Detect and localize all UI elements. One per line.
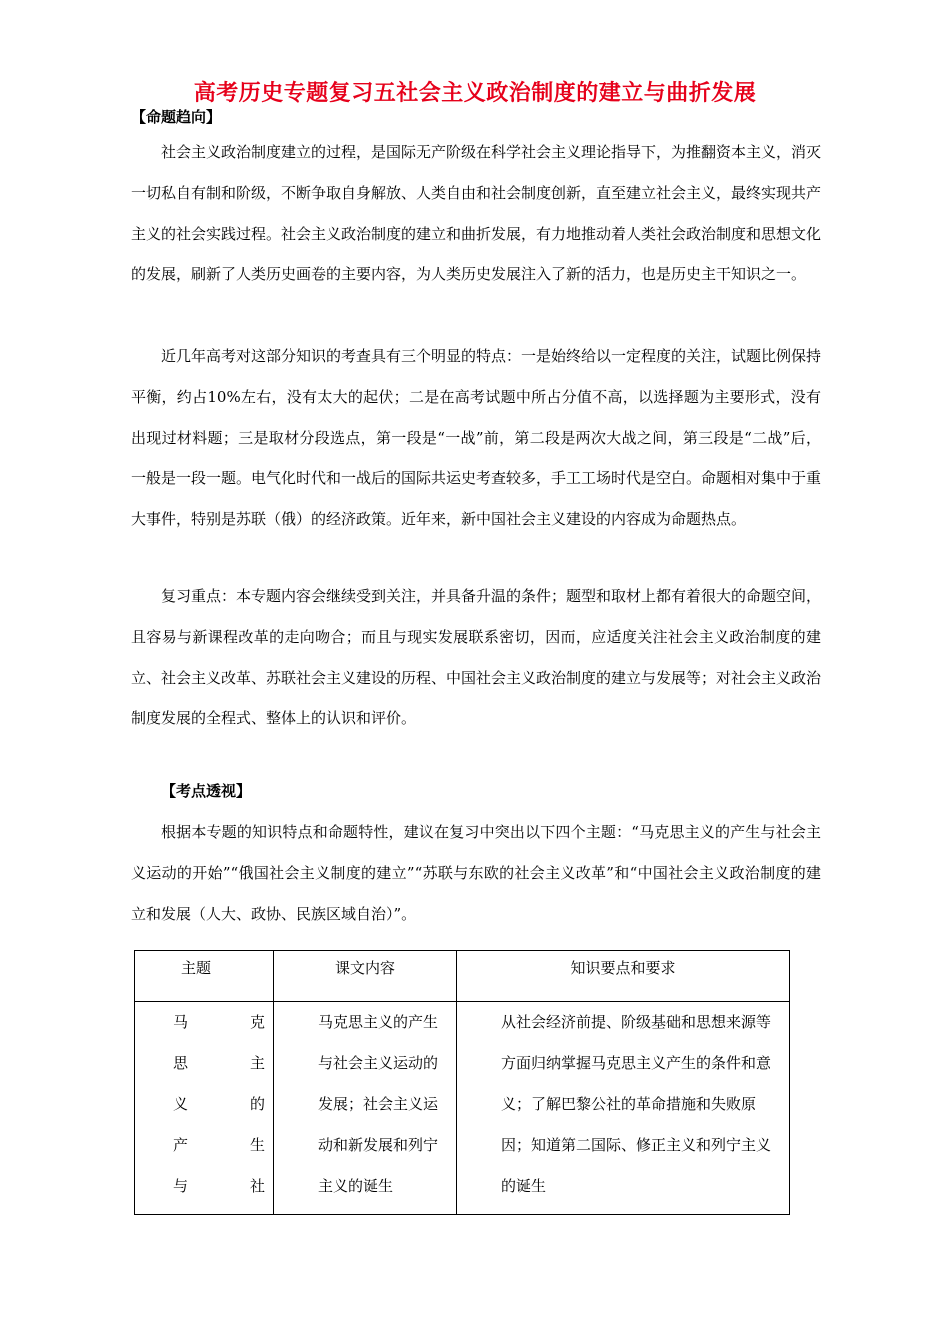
topic-line: 与 社 (173, 1177, 265, 1195)
requirement-line: 因；知道第二国际、修正主义和列宁主义 (501, 1136, 772, 1154)
table-cell-content (274, 1002, 457, 1215)
content-line: 主义的诞生 (318, 1177, 394, 1195)
paragraph-features: 近几年高考对这部分知识的考查具有三个明显的特点：一是始终给以一定程度的关注，试题比例保持平衡，约占10%左右，没有太大的起伏；二是在高考试题中所占分值不高，以选择题为主要形式，没有出现过材料题；三是取材分段选点，第一段是“一战”前，第二段是两次大战之间，第三段是“二战”后，一般是一段一题。电气化时代和一战后的国际共运史考查较多，手工工场时代是空白。命题相对集中于重大事件，特别是苏联（俄）的经济政策。近年来，新中国社会主义建设的内容成为命题热点。 (131, 347, 822, 529)
content-line: 马克思主义的产生 (318, 1013, 439, 1031)
table-header-requirements: 知识要点和要求 (457, 951, 790, 1002)
section-label-points: 【考点透视】 (161, 782, 252, 800)
content-line: 与社会主义运动的 (318, 1054, 439, 1072)
section-label-trend: 【命题趋向】 (131, 108, 222, 126)
topic-line: 马 克 (173, 1013, 265, 1031)
topic-line: 产 生 (173, 1136, 265, 1154)
paragraph-review-focus: 复习重点：本专题内容会继续受到关注，并具备升温的条件；题型和取材上都有着很大的命题空间，且容易与新课程改革的走向吻合；而且与现实发展联系密切，因而，应适度关注社会主义政治制度的建立、社会主义改革、苏联社会主义建设的历程、中国社会主义政治制度的建立与发展等；对社会主义政治制度发展的全程式、整体上的认识和评价。 (131, 587, 822, 728)
content-line: 发展；社会主义运 (318, 1095, 439, 1113)
table-header-row (135, 951, 790, 1002)
topic-line: 义 的 (173, 1095, 265, 1113)
page-title: 高考历史专题复习五社会主义政治制度的建立与曲折发展 (193, 81, 757, 106)
content-line: 动和新发展和列宁 (318, 1136, 439, 1154)
table-header-content: 课文内容 (274, 951, 457, 1002)
topics-table (134, 950, 790, 1215)
requirement-line: 方面归纳掌握马克思主义产生的条件和意 (501, 1054, 772, 1072)
table-cell-topic (135, 1002, 274, 1215)
table-cell-requirements (457, 1002, 790, 1215)
requirement-line: 的诞生 (501, 1177, 547, 1195)
topic-line: 思 主 (173, 1054, 265, 1072)
paragraph-intro: 社会主义政治制度建立的过程，是国际无产阶级在科学社会主义理论指导下，为推翻资本主义，消灭一切私自有制和阶级，不断争取自身解放、人类自由和社会制度创新，直至建立社会主义，最终实现共产主义的社会实践过程。社会主义政治制度的建立和曲折发展，有力地推动着人类社会政治制度和思想文化的发展，刷新了人类历史画卷的主要内容，为人类历史发展注入了新的活力，也是历史主干知识之一。 (131, 143, 822, 284)
paragraph-topics: 根据本专题的知识特点和命题特性，建议在复习中突出以下四个主题：“马克思主义的产生与社会主义运动的开始”“俄国社会主义制度的建立”“苏联与东欧的社会主义改革”和“中国社会主义政治制度的建立和发展（人大、政协、民族区域自治）”。 (131, 823, 821, 923)
requirement-line: 义；了解巴黎公社的革命措施和失败原 (501, 1095, 757, 1113)
requirement-line: 从社会经济前提、阶级基础和思想来源等 (501, 1013, 772, 1031)
table-header-topic: 主题 (135, 951, 274, 1002)
table-row (135, 1002, 790, 1215)
